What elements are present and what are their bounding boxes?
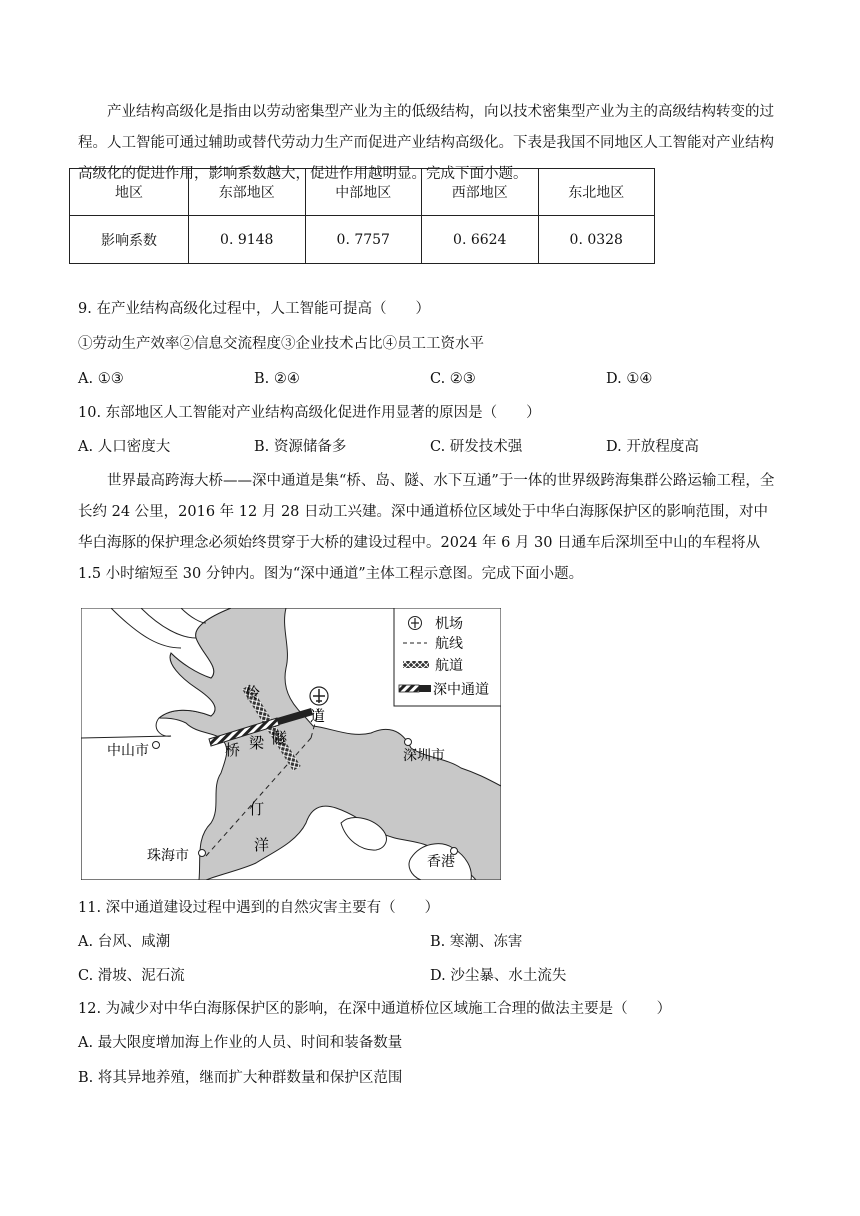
- city-marker-shenzhen: [405, 739, 412, 746]
- question-11-option-a[interactable]: A. 台风、咸潮: [78, 934, 171, 950]
- question-12-stem: 12. 为减少对中华白海豚保护区的影响，在深中通道桥位区域施工合理的做法主要是（ ）: [78, 1001, 672, 1017]
- segment-char: 隧: [272, 729, 288, 747]
- water-char: 伶: [245, 684, 261, 702]
- segment-char: 道: [310, 707, 326, 725]
- table-header-cell: 东部地区: [189, 169, 306, 216]
- table-header-row: [70, 169, 655, 216]
- table-header-cell: 中部地区: [305, 169, 422, 216]
- table-cell: 0. 0328: [538, 216, 655, 264]
- question-10-option-b[interactable]: B. 资源储备多: [254, 439, 347, 455]
- question-9-stem: 9. 在产业结构高级化过程中，人工智能可提高（ ）: [78, 301, 430, 317]
- legend-label-airport: 机场: [435, 616, 463, 632]
- question-12-option-b[interactable]: B. 将其异地养殖，继而扩大种群数量和保护区范围: [78, 1070, 403, 1086]
- intro-paragraph-ai: 产业结构高级化是指由以劳动密集型产业为主的低级结构，向以技术密集型产业为主的高级结构转变的过程。人工智能可通过辅助或替代劳动力生产而促进产业结构高级化。下表是我国不同地区人工智能对产业结构高级化的促进作用，影响系数越大，促进作用越明显。完成下面小题。: [78, 104, 774, 182]
- place-label-zhongshan: 中山市: [107, 743, 149, 759]
- table-header-cell: 地区: [70, 169, 189, 216]
- question-9-option-a[interactable]: A. ①③: [78, 371, 124, 387]
- question-9-option-b[interactable]: B. ②④: [254, 371, 300, 387]
- table-cell: 影响系数: [70, 216, 189, 264]
- question-10-option-d[interactable]: D. 开放程度高: [606, 439, 699, 455]
- shenzhong-channel-map: [81, 608, 501, 880]
- table-row: [70, 216, 655, 264]
- place-label-hongkong: 香港: [427, 854, 455, 870]
- legend-shenzhong-icon: [399, 685, 419, 692]
- place-label-zhuhai: 珠海市: [147, 848, 189, 864]
- legend-shenzhong-icon-tunnel: [419, 685, 431, 692]
- city-marker-zhongshan: [153, 742, 160, 749]
- table-header-cell: 西部地区: [422, 169, 539, 216]
- question-9-option-d[interactable]: D. ①④: [606, 371, 653, 387]
- question-11-stem: 11. 深中通道建设过程中遇到的自然灾害主要有（ ）: [78, 900, 440, 916]
- question-11-option-c[interactable]: C. 滑坡、泥石流: [78, 968, 185, 984]
- table-cell: 0. 9148: [189, 216, 306, 264]
- segment-char: 桥: [225, 741, 241, 759]
- water-char: 洋: [254, 836, 270, 854]
- legend-label-air-route: 航线: [435, 636, 463, 652]
- question-10-option-c[interactable]: C. 研发技术强: [430, 439, 523, 455]
- table-cell: 0. 6624: [422, 216, 539, 264]
- table-header-cell: 东北地区: [538, 169, 655, 216]
- water-char: 仃: [249, 800, 265, 818]
- ai-coefficient-table: [69, 168, 655, 264]
- question-11-option-b[interactable]: B. 寒潮、冻害: [430, 934, 523, 950]
- intro-paragraph-bridge: 世界最高跨海大桥——深中通道是集“桥、岛、隧、水下互通”于一体的世界级跨海集群公路运输工程，全长约 24 公里，2016 年 12 月 28 日动工兴建。深中通道桥位区域处于中华白海豚保护区的影响范围，对中华白海豚的保护理念必须始终贯穿于大桥的建设过程中。2024 年 6 月 30 日通车后深圳至中山的车程将从 1.5 小时缩短至 30 分钟内。图为“深中通道”主体工程示意图。完成下面小题。: [78, 473, 775, 582]
- question-9-option-c[interactable]: C. ②③: [430, 371, 476, 387]
- question-10-option-a[interactable]: A. 人口密度大: [78, 439, 171, 455]
- question-10-stem: 10. 东部地区人工智能对产业结构高级化促进作用显著的原因是（ ）: [78, 405, 541, 421]
- segment-char: 梁: [249, 734, 265, 752]
- legend-channel-icon: [403, 661, 429, 668]
- place-label-shenzhen: 深圳市: [403, 748, 445, 764]
- legend-label-channel: 航道: [435, 658, 463, 674]
- question-12-option-a[interactable]: A. 最大限度增加海上作业的人员、时间和装备数量: [78, 1035, 403, 1051]
- city-marker-zhuhai: [199, 850, 206, 857]
- table-cell: 0. 7757: [305, 216, 422, 264]
- question-9-items: ①劳动生产效率②信息交流程度③企业技术占比④员工工资水平: [78, 336, 484, 352]
- legend-label-shenzhong: 深中通道: [433, 682, 489, 698]
- question-11-option-d[interactable]: D. 沙尘暴、水土流失: [430, 968, 567, 984]
